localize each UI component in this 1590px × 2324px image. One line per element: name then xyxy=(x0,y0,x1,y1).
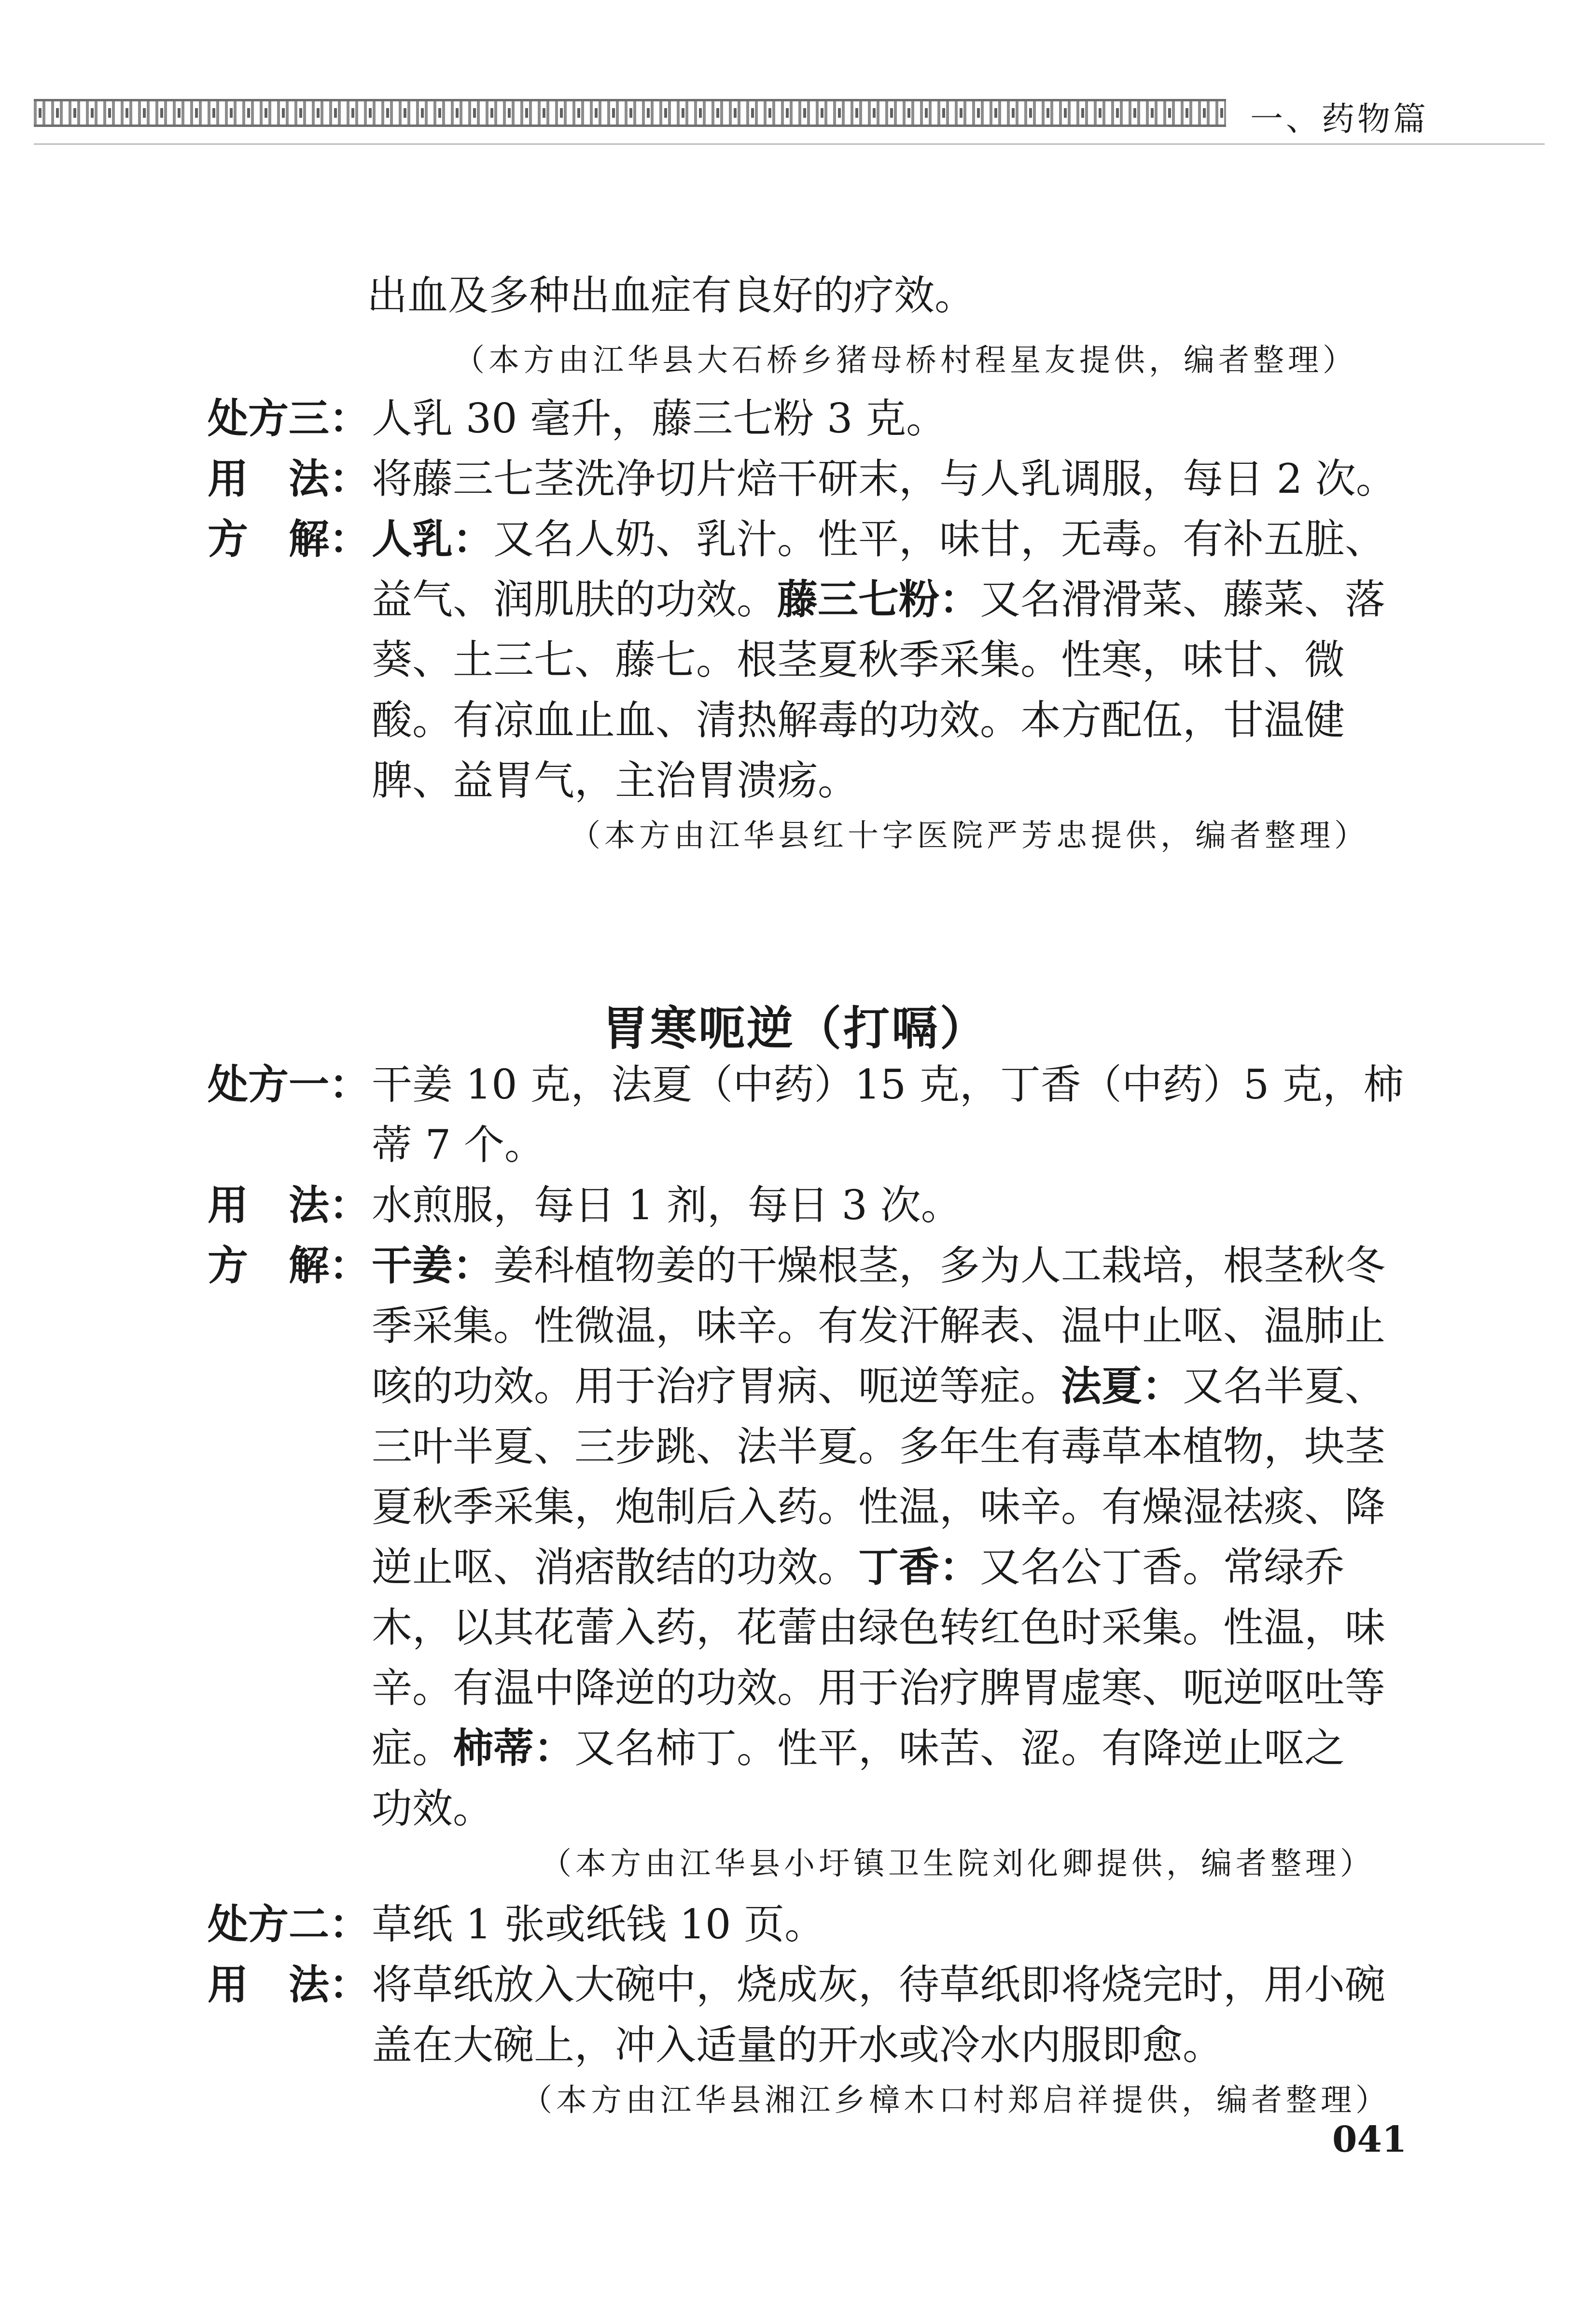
running-header xyxy=(34,89,1545,147)
chapter-title: 一、药物篇 xyxy=(1250,100,1429,139)
explanation-line: 夏秋季采集，炮制后入药。性温，味辛。有燥湿祛痰、降 xyxy=(372,1483,1386,1531)
explanation-line: 三叶半夏、三步跳、法半夏。多年生有毒草本植物，块茎 xyxy=(372,1423,1386,1470)
term: 人乳： xyxy=(372,515,494,563)
explanation-line: 人乳：又名人奶、乳汁。性平，味甘，无毒。有补五脏、 xyxy=(372,515,1386,563)
explanation-line: 咳的功效。用于治疗胃病、呃逆等症。法夏：又名半夏、 xyxy=(372,1362,1386,1410)
prescription-text: 草纸 1 张或纸钱 10 页。 xyxy=(372,1901,825,1948)
prescription-label: 处方三： xyxy=(208,394,370,442)
section-title: 胃寒呃逆（打嗝） xyxy=(602,1001,988,1056)
decorative-border xyxy=(34,99,1226,127)
prescription-label: 处方二： xyxy=(208,1900,370,1948)
usage-text: 盖在大碗上，冲入适量的开水或冷水内服即愈。 xyxy=(372,2021,1224,2069)
prescription-text: 人乳 30 毫升，藤三七粉 3 克。 xyxy=(372,395,947,442)
page-number: 041 xyxy=(1332,2119,1407,2160)
explanation-line: 辛。有温中降逆的功效。用于治疗脾胃虚寒、呃逆呕吐等 xyxy=(372,1664,1386,1712)
explanation-line: 季采集。性微温，味辛。有发汗解表、温中止呕、温肺止 xyxy=(372,1302,1386,1350)
explanation-line: 症。柿蒂：又名柿丁。性平，味苦、涩。有降逆止呕之 xyxy=(372,1724,1345,1772)
usage-text: 水煎服，每日 1 剂，每日 3 次。 xyxy=(372,1182,962,1229)
prescription-text: 蒂 7 个。 xyxy=(372,1121,545,1169)
source-credit: （本方由江华县小圩镇卫生院刘化卿提供，编者整理） xyxy=(541,1846,1375,1882)
explanation-line: 益气、润肌肤的功效。藤三七粉：又名滑滑菜、藤菜、落 xyxy=(372,575,1386,623)
continued-text: 出血及多种出血症有良好的疗效。 xyxy=(367,272,976,319)
header-rule xyxy=(34,143,1545,145)
explanation-line: 脾、益胃气，主治胃溃疡。 xyxy=(372,757,859,804)
explanation-line: 干姜：姜科植物姜的干燥根茎，多为人工栽培，根茎秋冬 xyxy=(372,1241,1386,1289)
source-credit: （本方由江华县红十字医院严芳忠提供，编者整理） xyxy=(570,818,1369,854)
usage-label: 用 法： xyxy=(208,1961,370,2008)
explanation-line: 逆止呕、消痞散结的功效。丁香：又名公丁香。常绿乔 xyxy=(372,1543,1345,1591)
usage-text: 将草纸放入大碗中，烧成灰，待草纸即将烧完时，用小碗 xyxy=(372,1961,1386,2008)
explanation-line: 葵、土三七、藤七。根茎夏秋季采集。性寒，味甘、微 xyxy=(372,636,1345,683)
term: 藤三七粉： xyxy=(777,575,980,623)
term: 丁香： xyxy=(858,1543,980,1591)
explanation-line: 功效。 xyxy=(372,1785,494,1832)
usage-label: 用 法： xyxy=(208,455,370,502)
term: 柿蒂： xyxy=(453,1724,575,1772)
term: 干姜： xyxy=(372,1241,494,1289)
explanation-label: 方 解： xyxy=(208,515,370,563)
source-credit: （本方由江华县大石桥乡猪母桥村程星友提供，编者整理） xyxy=(454,343,1357,378)
usage-label: 用 法： xyxy=(208,1181,370,1229)
term: 法夏： xyxy=(1061,1362,1183,1410)
usage-text: 将藤三七茎洗净切片焙干研末，与人乳调服，每日 2 次。 xyxy=(372,455,1396,502)
explanation-line: 木，以其花蕾入药，花蕾由绿色转红色时采集。性温，味 xyxy=(372,1604,1386,1651)
explanation-label: 方 解： xyxy=(208,1241,370,1289)
source-credit: （本方由江华县湘江乡樟木口村郑启祥提供，编者整理） xyxy=(521,2083,1390,2118)
prescription-label: 处方一： xyxy=(208,1060,370,1108)
explanation-line: 酸。有凉血止血、清热解毒的功效。本方配伍，甘温健 xyxy=(372,696,1345,744)
prescription-text: 干姜 10 克，法夏（中药）15 克，丁香（中药）5 克，柿 xyxy=(372,1061,1404,1108)
